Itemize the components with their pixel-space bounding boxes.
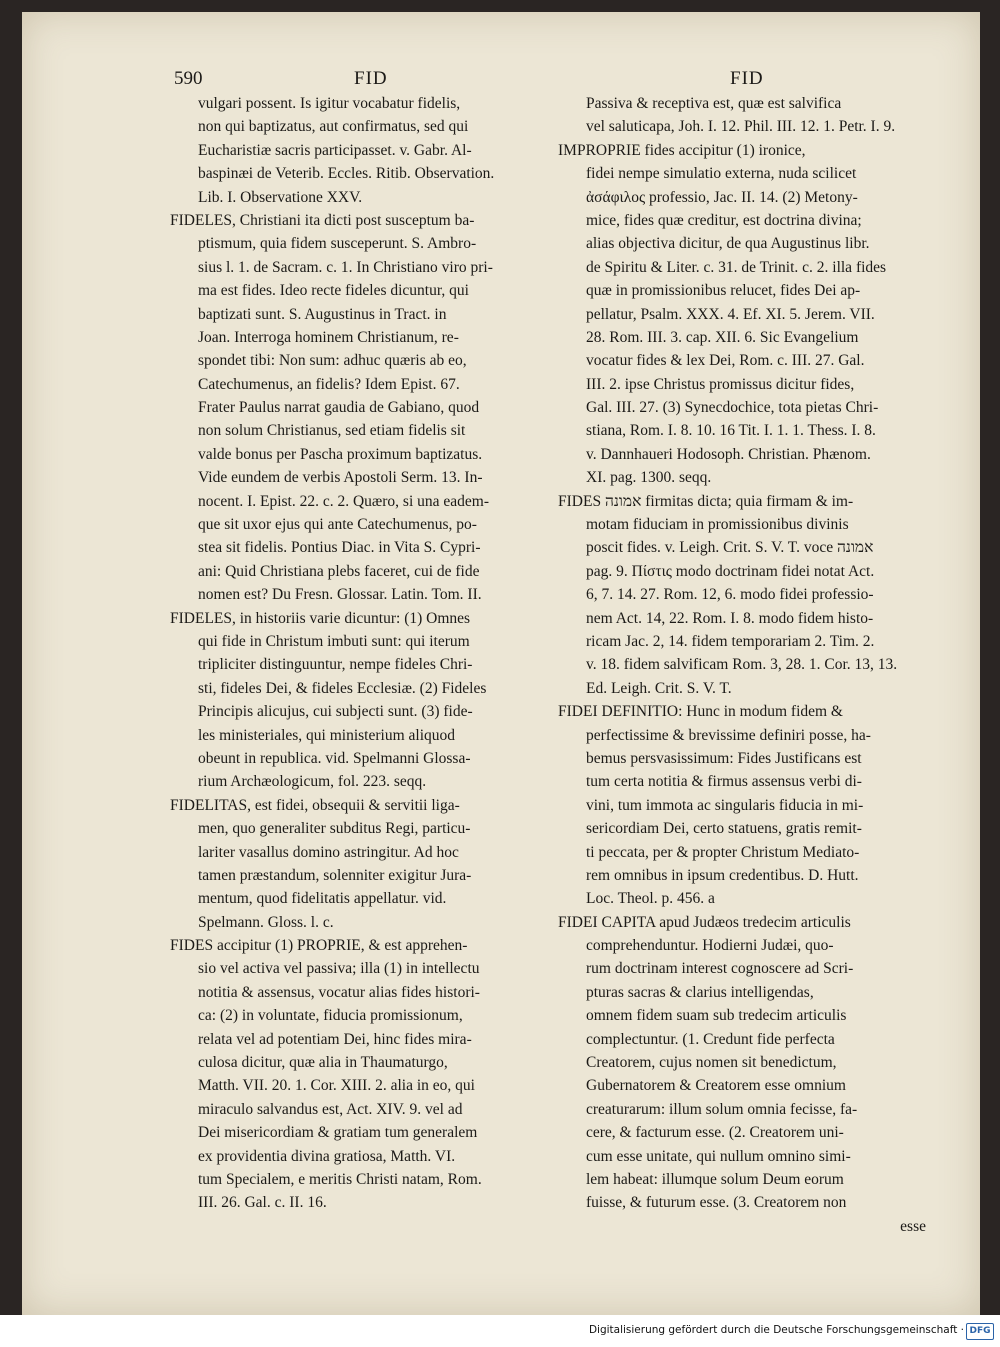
text-line: baptizati sunt. S. Augustinus in Tract. in xyxy=(198,305,447,323)
text-line: fuisse, & futurum esse. (3. Creatorem non xyxy=(586,1194,847,1212)
text-line: 28. Rom. III. 3. cap. XII. 6. Sic Evangelium xyxy=(586,328,859,346)
text-line: FIDES accipitur (1) PROPRIE, & est apprehen- xyxy=(170,937,468,955)
text-line: relata vel ad potentiam Dei, hinc fides mira- xyxy=(198,1030,472,1048)
text-line: non qui baptizatus, aut confirmatus, sed qui xyxy=(198,118,469,136)
text-line: stiana, Rom. I. 8. 10. 16 Tit. I. 1. 1. Thess. I. 8. xyxy=(586,422,876,440)
text-line: Dei misericordiam & gratiam tum generalem xyxy=(198,1124,478,1142)
text-line: pellatur, Psalm. XXX. 4. Ef. XI. 5. Jerem. VII. xyxy=(586,305,875,323)
text-line: sius l. 1. de Sacram. c. 1. In Christiano viro pri- xyxy=(198,258,493,276)
text-line: ma est fides. Ideo recte fideles dicuntur, qui xyxy=(198,282,469,300)
text-line: tripliciter distinguuntur, nempe fideles Chri- xyxy=(198,656,473,674)
text-line: FIDES אמונה firmitas dicta; quia firmam & im- xyxy=(558,492,854,510)
text-line: ptismum, quia fidem susceperunt. S. Ambro- xyxy=(198,235,477,253)
text-line: comprehenduntur. Hodierni Judæi, quo- xyxy=(586,937,834,955)
text-line: v. Dannhaueri Hodosoph. Christian. Phænom. xyxy=(586,445,871,463)
running-head-right: FID xyxy=(730,68,764,89)
book-page xyxy=(22,12,980,1315)
text-line: sti, fideles Dei, & fideles Ecclesiæ. (2) Fideles xyxy=(198,679,487,697)
text-line: les ministeriales, qui ministerium aliquod xyxy=(198,726,456,744)
text-line: stea sit fidelis. Pontius Diac. in Vita S. Cypri- xyxy=(198,539,481,557)
text-line: FIDEI DEFINITIO: Hunc in modum fidem & xyxy=(558,703,843,721)
text-line: Spelmann. Gloss. l. c. xyxy=(198,913,334,931)
text-line: FIDELES, in historiis varie dicuntur: (1) Omnes xyxy=(170,609,471,627)
text-line: rum doctrinam interest cognoscere ad Scri- xyxy=(586,960,854,978)
text-line: notitia & assensus, vocatur alias fides histori- xyxy=(198,983,480,1001)
page-header xyxy=(22,62,980,92)
text-line: rium Archæologicum, fol. 223. seqq. xyxy=(198,773,427,791)
text-line: tum certa notitia & firmus assensus verbi di- xyxy=(586,773,862,791)
text-line: vocatur fides & lex Dei, Rom. c. III. 27. Gal. xyxy=(586,352,865,370)
funding-notice: Digitalisierung gefördert durch die Deutsche Forschungsgemeinschaft · xyxy=(588,1324,964,1336)
running-head-left: FID xyxy=(354,68,388,89)
text-line: complectuntur. (1. Credunt fide perfecta xyxy=(586,1030,835,1048)
text-line: perfectissime & brevissime definiri posse, ha- xyxy=(586,726,871,744)
text-line: Gal. III. 27. (3) Synecdochice, tota pietas Chri- xyxy=(586,399,879,417)
text-line: ricam Jac. 2, 14. fidem temporariam 2. Tim. 2. xyxy=(586,632,875,650)
text-line: sericordiam Dei, certo statuens, gratis remit- xyxy=(586,820,862,838)
dfg-logo: DFG xyxy=(966,1323,994,1340)
text-line: de Spiritu & Liter. c. 31. de Trinit. c. 2. illa fides xyxy=(586,258,887,276)
text-line: FIDELES, Christiani ita dicti post susceptum ba- xyxy=(170,211,475,229)
text-line: men, quo generaliter subditus Regi, particu- xyxy=(198,820,471,838)
text-line: poscit fides. v. Leigh. Crit. S. V. T. voce אמונה xyxy=(586,539,874,557)
text-line: miraculo salvandus est, Act. XIV. 9. vel ad xyxy=(198,1100,463,1118)
right-column xyxy=(558,92,954,1238)
text-line: XI. pag. 1300. seqq. xyxy=(586,469,712,487)
text-line: omnem fidem suam sub tredecim articulis xyxy=(586,1007,847,1025)
text-line: obeunt in republica. vid. Spelmanni Glossa- xyxy=(198,749,471,767)
text-line: quæ in promissionibus relucet, fides Dei ap- xyxy=(586,282,861,300)
text-line: v. 18. fidem salvificam Rom. 3, 28. 1. Cor. 13, 13. xyxy=(586,656,898,674)
text-line: Gubernatorem & Creatorem esse omnium xyxy=(586,1077,846,1095)
text-line: qui fide in Christum imbuti sunt: qui iterum xyxy=(198,632,470,650)
text-line: cum esse unitate, qui nullum omnino simi- xyxy=(586,1147,851,1165)
text-line: III. 26. Gal. c. II. 16. xyxy=(198,1194,327,1212)
text-line: culosa dicitur, quæ alia in Thaumaturgo, xyxy=(198,1054,448,1072)
text-line: mentum, quod fidelitatis appellatur. vid. xyxy=(198,890,447,908)
text-line: vini, tum immota ac singularis fiducia in mi- xyxy=(586,796,864,814)
left-column xyxy=(170,92,562,1215)
text-line: baspinæi de Veterib. Eccles. Ritib. Observation. xyxy=(198,165,495,183)
text-line: pag. 9. Πίστις modo doctrinam fidei notat Act. xyxy=(586,562,875,580)
text-line: fidei nempe simulatio externa, nuda scilicet xyxy=(586,165,857,183)
text-line: Ed. Leigh. Crit. S. V. T. xyxy=(586,679,732,697)
text-line: que sit uxor ejus qui ante Catechumenus, po- xyxy=(198,516,477,534)
text-line: rem omnibus in ipsum credentibus. D. Hutt. xyxy=(586,866,859,884)
text-line: esse xyxy=(900,1217,926,1235)
text-line: mice, fides quæ creditur, est doctrina divina; xyxy=(586,211,862,229)
text-line: vulgari possent. Is igitur vocabatur fidelis, xyxy=(198,95,461,112)
text-line: ti peccata, per & propter Christum Mediato- xyxy=(586,843,860,861)
text-line: alias objectiva dicitur, de qua Augustinus libr. xyxy=(586,235,870,253)
text-line: FIDEI CAPITA apud Judæos tredecim articulis xyxy=(558,913,851,931)
text-line: tamen præstandum, solenniter exigitur Jura- xyxy=(198,866,472,884)
text-line: cere, & facturum esse. (2. Creatorem uni- xyxy=(586,1124,844,1142)
text-line: sio vel activa vel passiva; illa (1) in intellectu xyxy=(198,960,480,978)
text-line: creaturarum: illum solum omnia fecisse, fa- xyxy=(586,1100,858,1118)
text-line: nem Act. 14, 22. Rom. I. 8. modo fidem histo- xyxy=(586,609,874,627)
text-line: ex providentia divina gratiosa, Matth. VI. xyxy=(198,1147,456,1165)
text-line: bemus persvasissimum: Fides Justificans est xyxy=(586,749,862,767)
text-line: IMPROPRIE fides accipitur (1) ironice, xyxy=(558,141,806,159)
text-line: Lib. I. Observatione XXV. xyxy=(198,188,363,206)
text-line: tum Specialem, e meritis Christi natam, Rom. xyxy=(198,1170,482,1188)
text-line: ἀσάφιλος professio, Jac. II. 14. (2) Metony- xyxy=(586,188,858,206)
text-line: lem habeat: illumque solum Deum eorum xyxy=(586,1170,844,1188)
text-line: motam fiduciam in promissionibus divinis xyxy=(586,516,849,534)
text-line: pturas sacras & clarius intelligendas, xyxy=(586,983,814,1001)
text-line: lariter vasallus domino astringitur. Ad hoc xyxy=(198,843,459,861)
text-line: non solum Christianus, sed etiam fidelis sit xyxy=(198,422,466,440)
text-line: ca: (2) in voluntate, fiducia promissionum, xyxy=(198,1007,463,1025)
text-line: nomen est? Du Fresn. Glossar. Latin. Tom. II. xyxy=(198,586,482,604)
footer-bar xyxy=(0,1315,1000,1347)
text-line: III. 2. ipse Christus promissus dicitur fides, xyxy=(586,375,855,393)
text-line: Loc. Theol. p. 456. a xyxy=(586,890,715,908)
text-line: valde bonus per Pascha proximum baptizatus. xyxy=(198,445,483,463)
text-line: FIDELITAS, est fidei, obsequii & servitii liga- xyxy=(170,796,460,814)
text-line: Frater Paulus narrat gaudia de Gabiano, quod xyxy=(198,399,480,417)
text-line: Joan. Interroga hominem Christianum, re- xyxy=(198,328,459,346)
text-line: Principis alicujus, cui subjecti sunt. (3) fide- xyxy=(198,703,473,721)
text-line: Creatorem, cujus nomen sit benedictum, xyxy=(586,1054,837,1072)
text-line: ani: Quid Christiana plebs faceret, cui de fide xyxy=(198,562,480,580)
text-line: Vide eundem de verbis Apostoli Serm. 13. In- xyxy=(198,469,483,487)
text-line: nocent. I. Epist. 22. c. 2. Quæro, si una eadem- xyxy=(198,492,489,510)
text-line: Passiva & receptiva est, quæ est salvifica xyxy=(586,95,842,112)
text-line: Eucharistiæ sacris participasset. v. Gabr. Al- xyxy=(198,141,472,159)
page-number: 590 xyxy=(174,68,203,89)
text-line: vel saluticapa, Joh. I. 12. Phil. III. 12. 1. Petr. I. 9. xyxy=(586,118,896,136)
text-line: Matth. VII. 20. 1. Cor. XIII. 2. alia in eo, qui xyxy=(198,1077,475,1095)
text-line: 6, 7. 14. 27. Rom. 12, 6. modo fidei professio- xyxy=(586,586,874,604)
text-line: Catechumenus, an fidelis? Idem Epist. 67. xyxy=(198,375,460,393)
text-line: spondet tibi: Non sum: adhuc quæris ab eo, xyxy=(198,352,467,370)
